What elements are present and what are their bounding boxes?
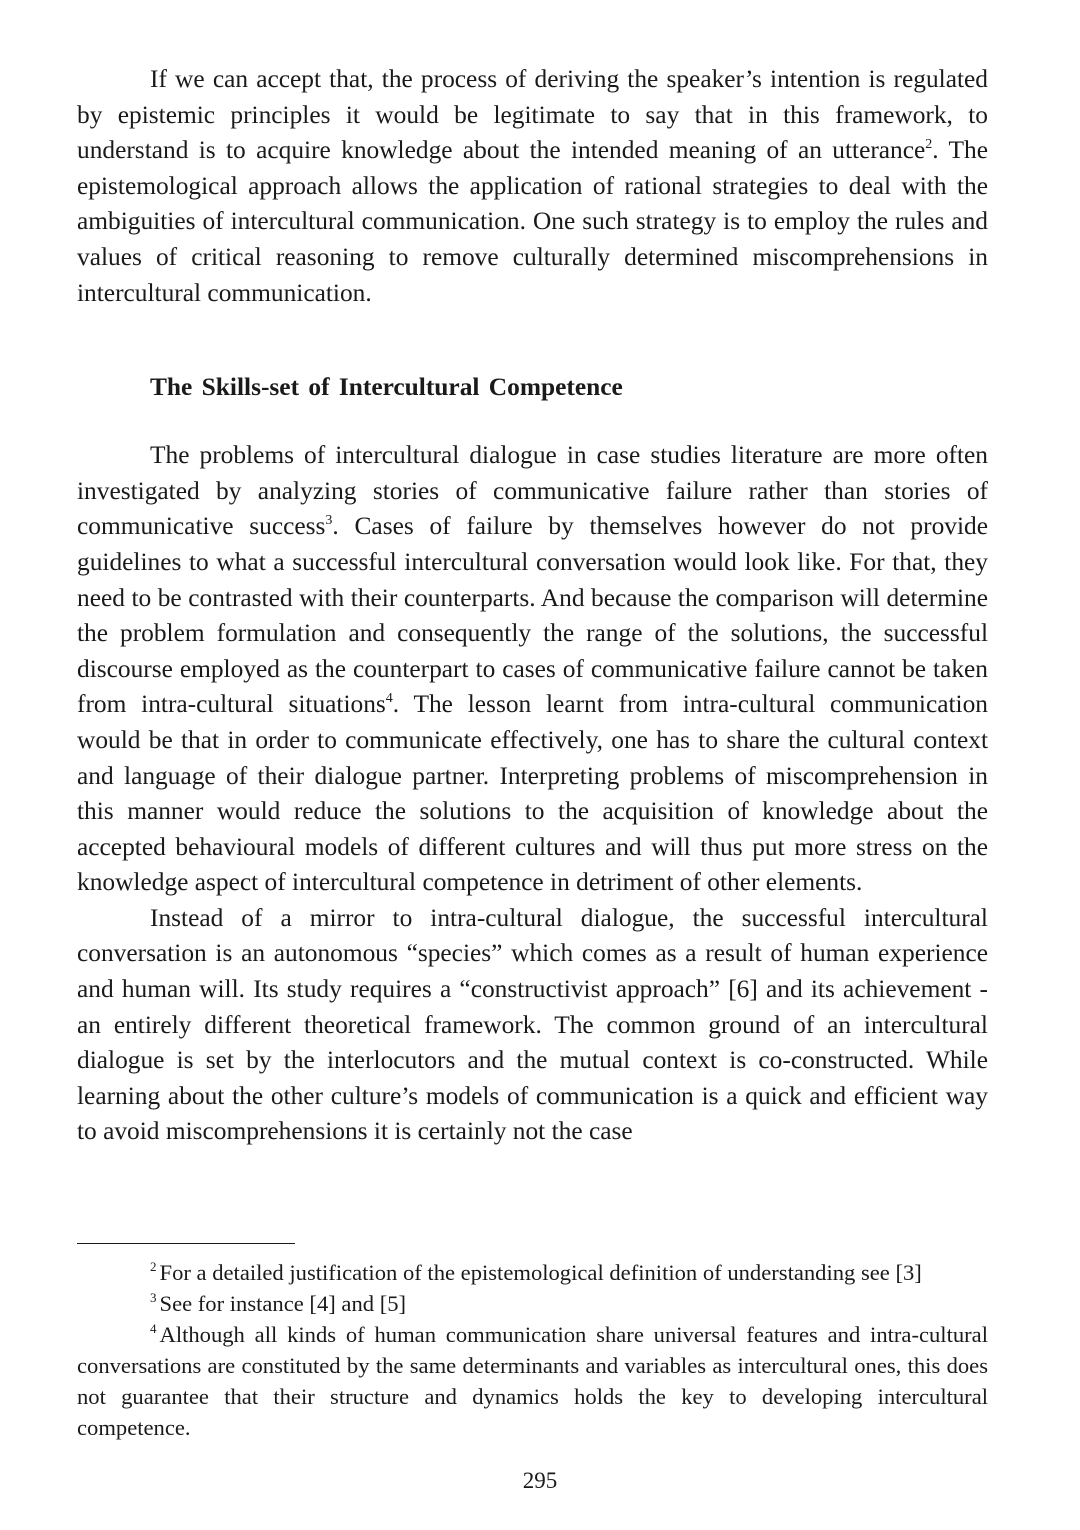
paragraph-1 <box>77 62 988 311</box>
paragraph-1-text-end: . The epistemological approach allows the application of rational strategies to deal with the ambiguities of intercultural communication. One such strategy is to employ the rules and values of critical reasoning to remove culturally determined miscomprehensions in intercultural communication. <box>77 136 988 307</box>
footnote-number: 2 <box>150 1259 157 1274</box>
paragraph-1-text: If we can accept that, the process of deriving the speaker’s intention is regulated by epistemic principles it would be legitimate to say that in this framework, to understand is to acquire knowledge about the intended meaning of an utterance <box>77 65 988 165</box>
footnotes <box>77 1257 988 1443</box>
page-number: 295 <box>522 1468 558 1493</box>
footnote-text: For a detailed justification of the epistemological definition of understanding see [3] <box>159 1260 922 1285</box>
footnote-number: 4 <box>150 1321 157 1336</box>
paragraph-2-text-a: The problems of intercultural dialogue in case studies literature are more often investigated by analyzing stories of communicative failure rather than stories of communicative success <box>77 441 988 541</box>
footnote-number: 3 <box>150 1290 157 1305</box>
footnote-3 <box>77 1288 988 1319</box>
footnote-4 <box>77 1319 988 1443</box>
footnote-ref-4[interactable]: 4 <box>385 691 393 707</box>
footnote-ref-3[interactable]: 3 <box>325 513 333 529</box>
section-heading: The Skills-set of Intercultural Competence <box>150 373 623 402</box>
footnote-text: Although all kinds of human communication share universal features and intra-cultural conversations are constituted by the same determinants and variables as intercultural ones, this does not guarantee that their structure and dynamics holds the key to developing intercultural competence. <box>77 1322 988 1440</box>
footnote-ref-2[interactable]: 2 <box>925 137 933 153</box>
footnote-text: See for instance [4] and [5] <box>159 1291 407 1316</box>
footnote-divider <box>77 1243 295 1244</box>
paragraph-2-text-b: . Cases of failure by themselves however do not provide guidelines to what a successful intercultural conversation would look like. For that, they need to be contrasted with their counterparts. And because the comparison will determine the problem formulation and consequently the range of the solutions, the successful discourse employed as the counterpart to cases of communicative failure cannot be taken from intra-cultural situations <box>77 512 988 719</box>
paragraph-3: Instead of a mirror to intra-cultural dialogue, the successful intercultural conversation is an autonomous “species” which comes as a result of human experience and human will. Its study requires a “constructivist approach” [6] and its achievement - an entirely different theoretical framework. The common ground of an intercultural dialogue is set by the interlocutors and the mutual context is co-constructed. While learning about the other culture’s models of communication is a quick and efficient way to avoid miscomprehensions it is certainly not the case <box>77 903 988 1146</box>
paragraph-2 <box>77 438 988 901</box>
page-body <box>77 62 988 1150</box>
footnote-2 <box>77 1257 988 1288</box>
paragraph-2-text-c: . The lesson learnt from intra-cultural communication would be that in order to communicate effectively, one has to share the cultural context and language of their dialogue partner. Interpreting problems of miscomprehension in this manner would reduce the solutions to the acquisition of knowledge about the accepted behavioural models of different cultures and will thus put more stress on the knowledge aspect of intercultural competence in detriment of other elements. <box>77 690 988 897</box>
